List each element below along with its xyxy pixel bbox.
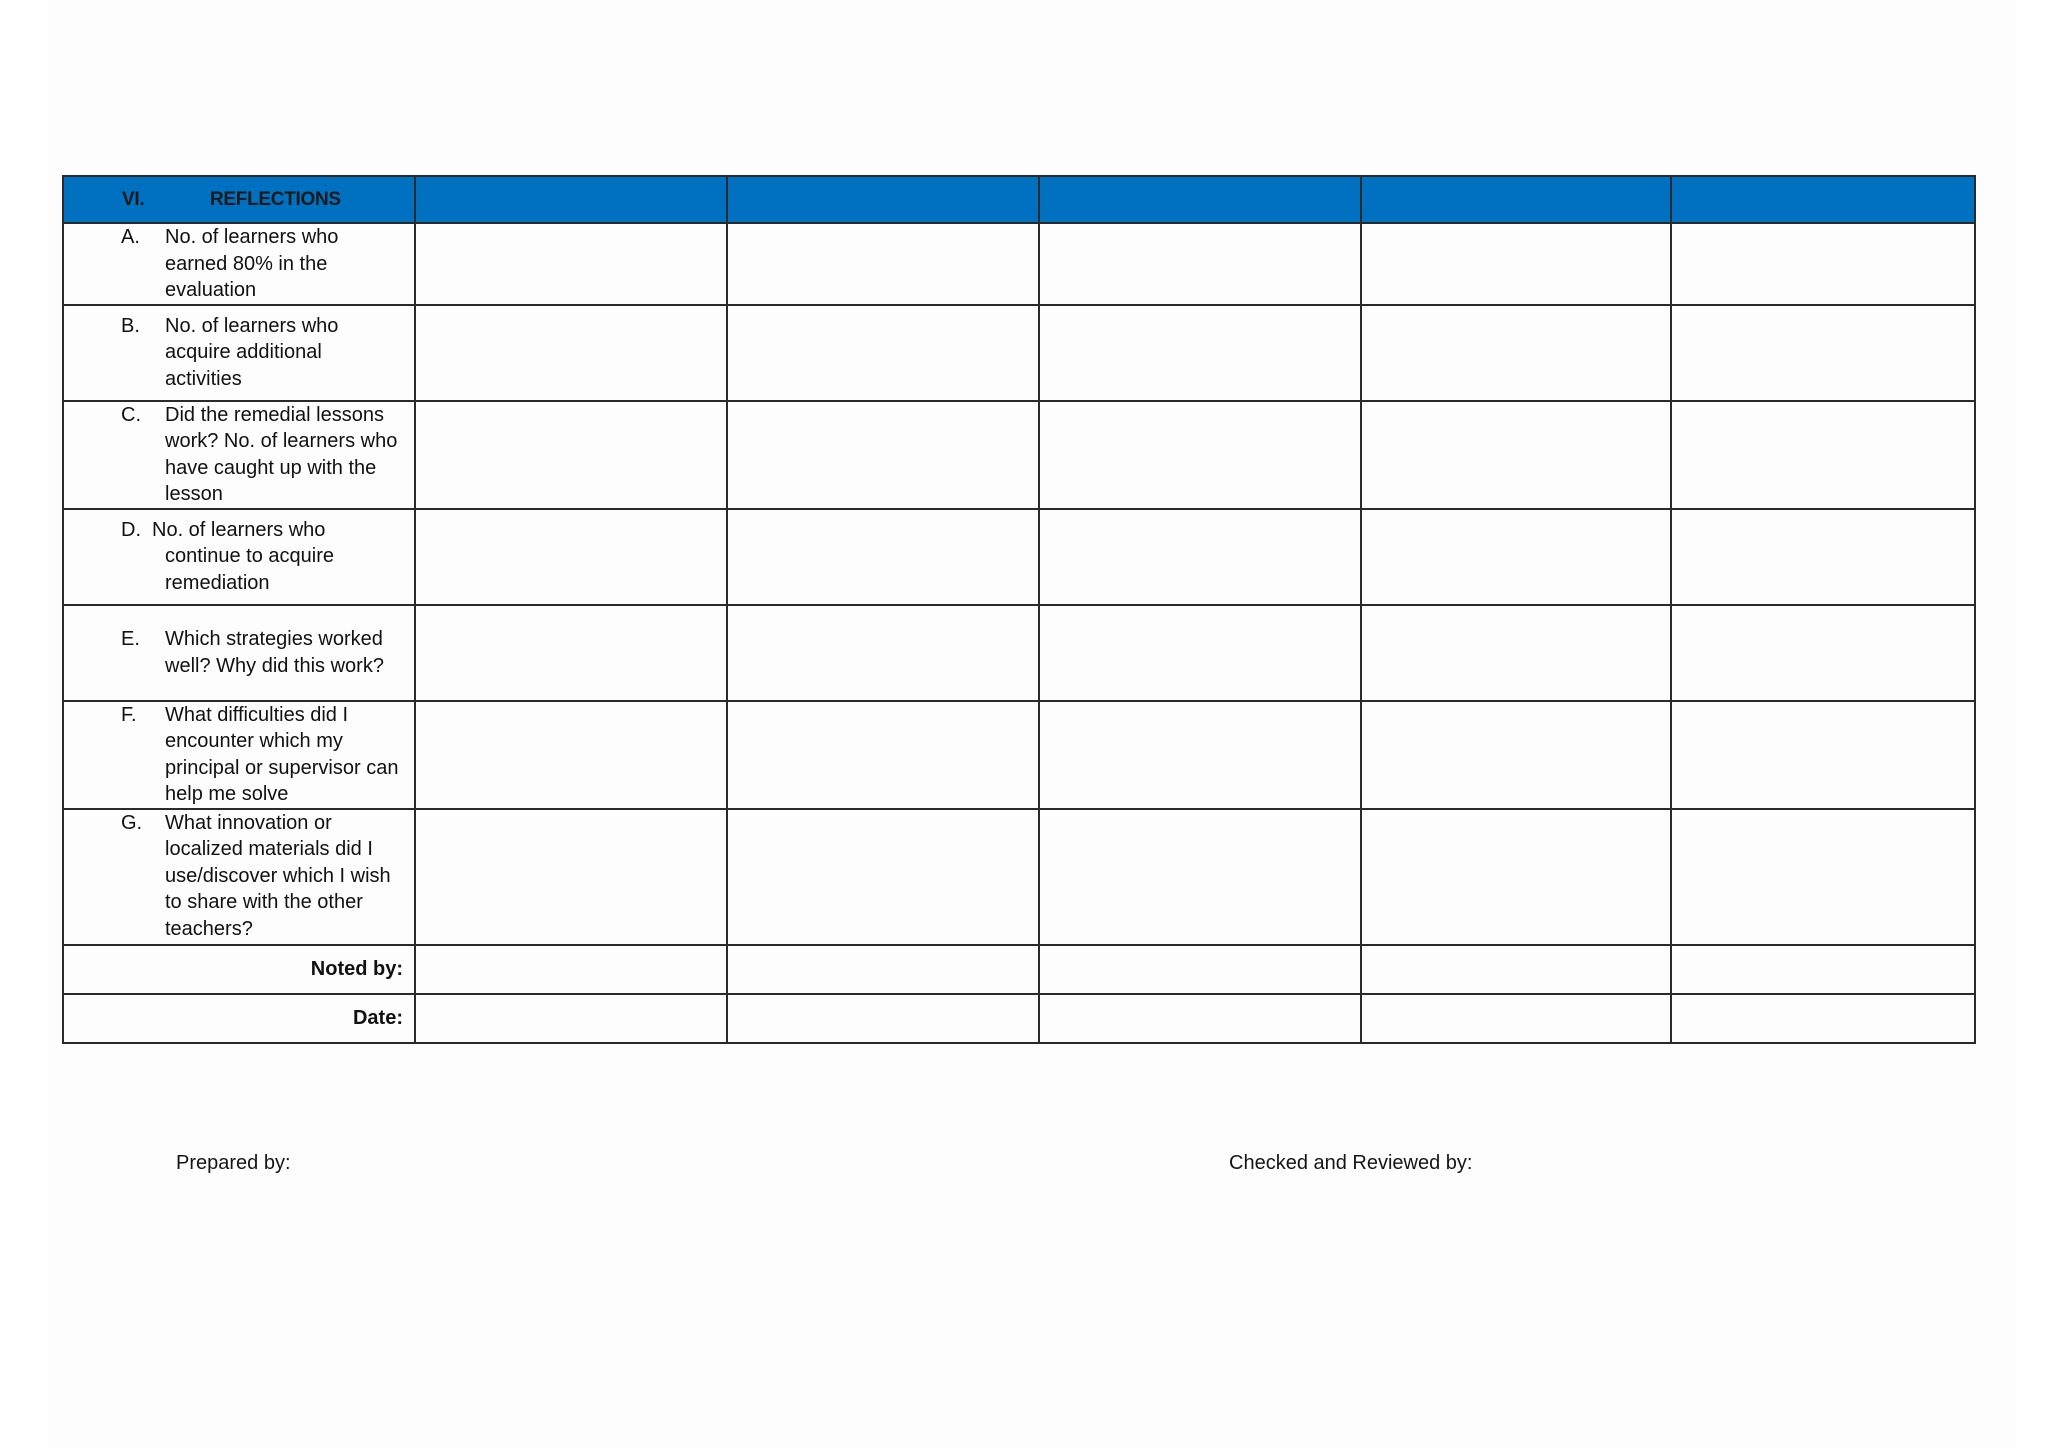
entry-cell[interactable]: [1361, 401, 1671, 509]
entry-cell[interactable]: [415, 305, 727, 401]
section-numeral: VI.: [122, 188, 145, 210]
prepared-by-label: Prepared by:: [176, 1152, 291, 1174]
item-text: Which strategies worked well? Why did this work?: [165, 628, 384, 677]
entry-cell[interactable]: [415, 223, 727, 305]
entry-cell[interactable]: [1671, 945, 1975, 994]
header-title-cell: [63, 176, 415, 223]
table-row-b: [63, 305, 1975, 401]
entry-cell[interactable]: [1671, 994, 1975, 1043]
entry-cell[interactable]: [1039, 401, 1361, 509]
entry-cell[interactable]: [1671, 809, 1975, 945]
entry-cell[interactable]: [415, 945, 727, 994]
entry-cell[interactable]: [415, 509, 727, 605]
entry-cell[interactable]: [727, 305, 1039, 401]
entry-cell[interactable]: [1361, 223, 1671, 305]
item-letter: B.: [121, 314, 140, 337]
header-cell: [415, 176, 727, 223]
entry-cell[interactable]: [1671, 605, 1975, 701]
item-letter: G.: [121, 811, 143, 834]
entry-cell[interactable]: [415, 994, 727, 1043]
item-text: What difficulties did I encounter which my principal or supervisor can help me solve: [165, 703, 399, 805]
checked-reviewed-by-label: Checked and Reviewed by:: [1229, 1152, 1473, 1174]
item-letter: C.: [121, 403, 141, 426]
entry-cell[interactable]: [1039, 509, 1361, 605]
table-row-g: [63, 809, 1975, 945]
item-text: No. of learners who acquire additional activities: [165, 314, 339, 390]
entry-cell[interactable]: [727, 605, 1039, 701]
header-cell: [1671, 176, 1975, 223]
item-label-cell: [63, 223, 415, 305]
entry-cell[interactable]: [727, 945, 1039, 994]
entry-cell[interactable]: [415, 701, 727, 809]
item-label-cell: [63, 509, 415, 605]
entry-cell[interactable]: [1039, 809, 1361, 945]
item-label-cell: [63, 809, 415, 945]
entry-cell[interactable]: [727, 994, 1039, 1043]
item-text: Did the remedial lessons work? No. of learners who have caught up with the lesson: [165, 403, 398, 505]
entry-cell[interactable]: [1671, 509, 1975, 605]
header-cell: [1361, 176, 1671, 223]
entry-cell[interactable]: [415, 401, 727, 509]
entry-cell[interactable]: [1039, 945, 1361, 994]
entry-cell[interactable]: [1039, 223, 1361, 305]
noted-by-label: Noted by:: [63, 945, 415, 994]
entry-cell[interactable]: [1671, 305, 1975, 401]
entry-cell[interactable]: [1361, 509, 1671, 605]
entry-cell[interactable]: [1039, 305, 1361, 401]
entry-cell[interactable]: [727, 401, 1039, 509]
item-letter: E.: [121, 627, 140, 650]
item-letter: D.: [121, 518, 141, 541]
item-label-cell: [63, 701, 415, 809]
item-text: No. of learners who continue to acquire remediation: [152, 518, 335, 594]
entry-cell[interactable]: [415, 605, 727, 701]
entry-cell[interactable]: [1671, 223, 1975, 305]
entry-cell[interactable]: [1039, 605, 1361, 701]
entry-cell[interactable]: [1361, 305, 1671, 401]
entry-cell[interactable]: [1361, 945, 1671, 994]
entry-cell[interactable]: [1361, 605, 1671, 701]
entry-cell[interactable]: [1039, 701, 1361, 809]
item-label-cell: [63, 401, 415, 509]
entry-cell[interactable]: [1039, 994, 1361, 1043]
entry-cell[interactable]: [727, 223, 1039, 305]
item-letter: F.: [121, 703, 137, 726]
table-row-e: [63, 605, 1975, 701]
entry-cell[interactable]: [727, 809, 1039, 945]
entry-cell[interactable]: [1671, 401, 1975, 509]
reflections-table: [62, 175, 1976, 1044]
header-cell: [727, 176, 1039, 223]
entry-cell[interactable]: [1361, 701, 1671, 809]
item-letter: A.: [121, 226, 140, 248]
item-text: No. of learners who earned 80% in the evaluation: [165, 226, 339, 301]
table-row-f: [63, 701, 1975, 809]
date-label: Date:: [63, 994, 415, 1043]
table-row-d: [63, 509, 1975, 605]
table-row-c: [63, 401, 1975, 509]
date-row: [63, 994, 1975, 1043]
item-label-cell: [63, 305, 415, 401]
entry-cell[interactable]: [1671, 701, 1975, 809]
entry-cell[interactable]: [727, 701, 1039, 809]
noted-by-row: [63, 945, 1975, 994]
entry-cell[interactable]: [415, 809, 727, 945]
header-cell: [1039, 176, 1361, 223]
entry-cell[interactable]: [1361, 809, 1671, 945]
entry-cell[interactable]: [727, 509, 1039, 605]
item-text: What innovation or localized materials did I use/discover which I wish to share with the other teachers?: [165, 811, 391, 940]
table-header-row: [63, 176, 1975, 223]
entry-cell[interactable]: [1361, 994, 1671, 1043]
item-label-cell: [63, 605, 415, 701]
table-row-a: [63, 223, 1975, 305]
section-title: REFLECTIONS: [210, 188, 341, 210]
